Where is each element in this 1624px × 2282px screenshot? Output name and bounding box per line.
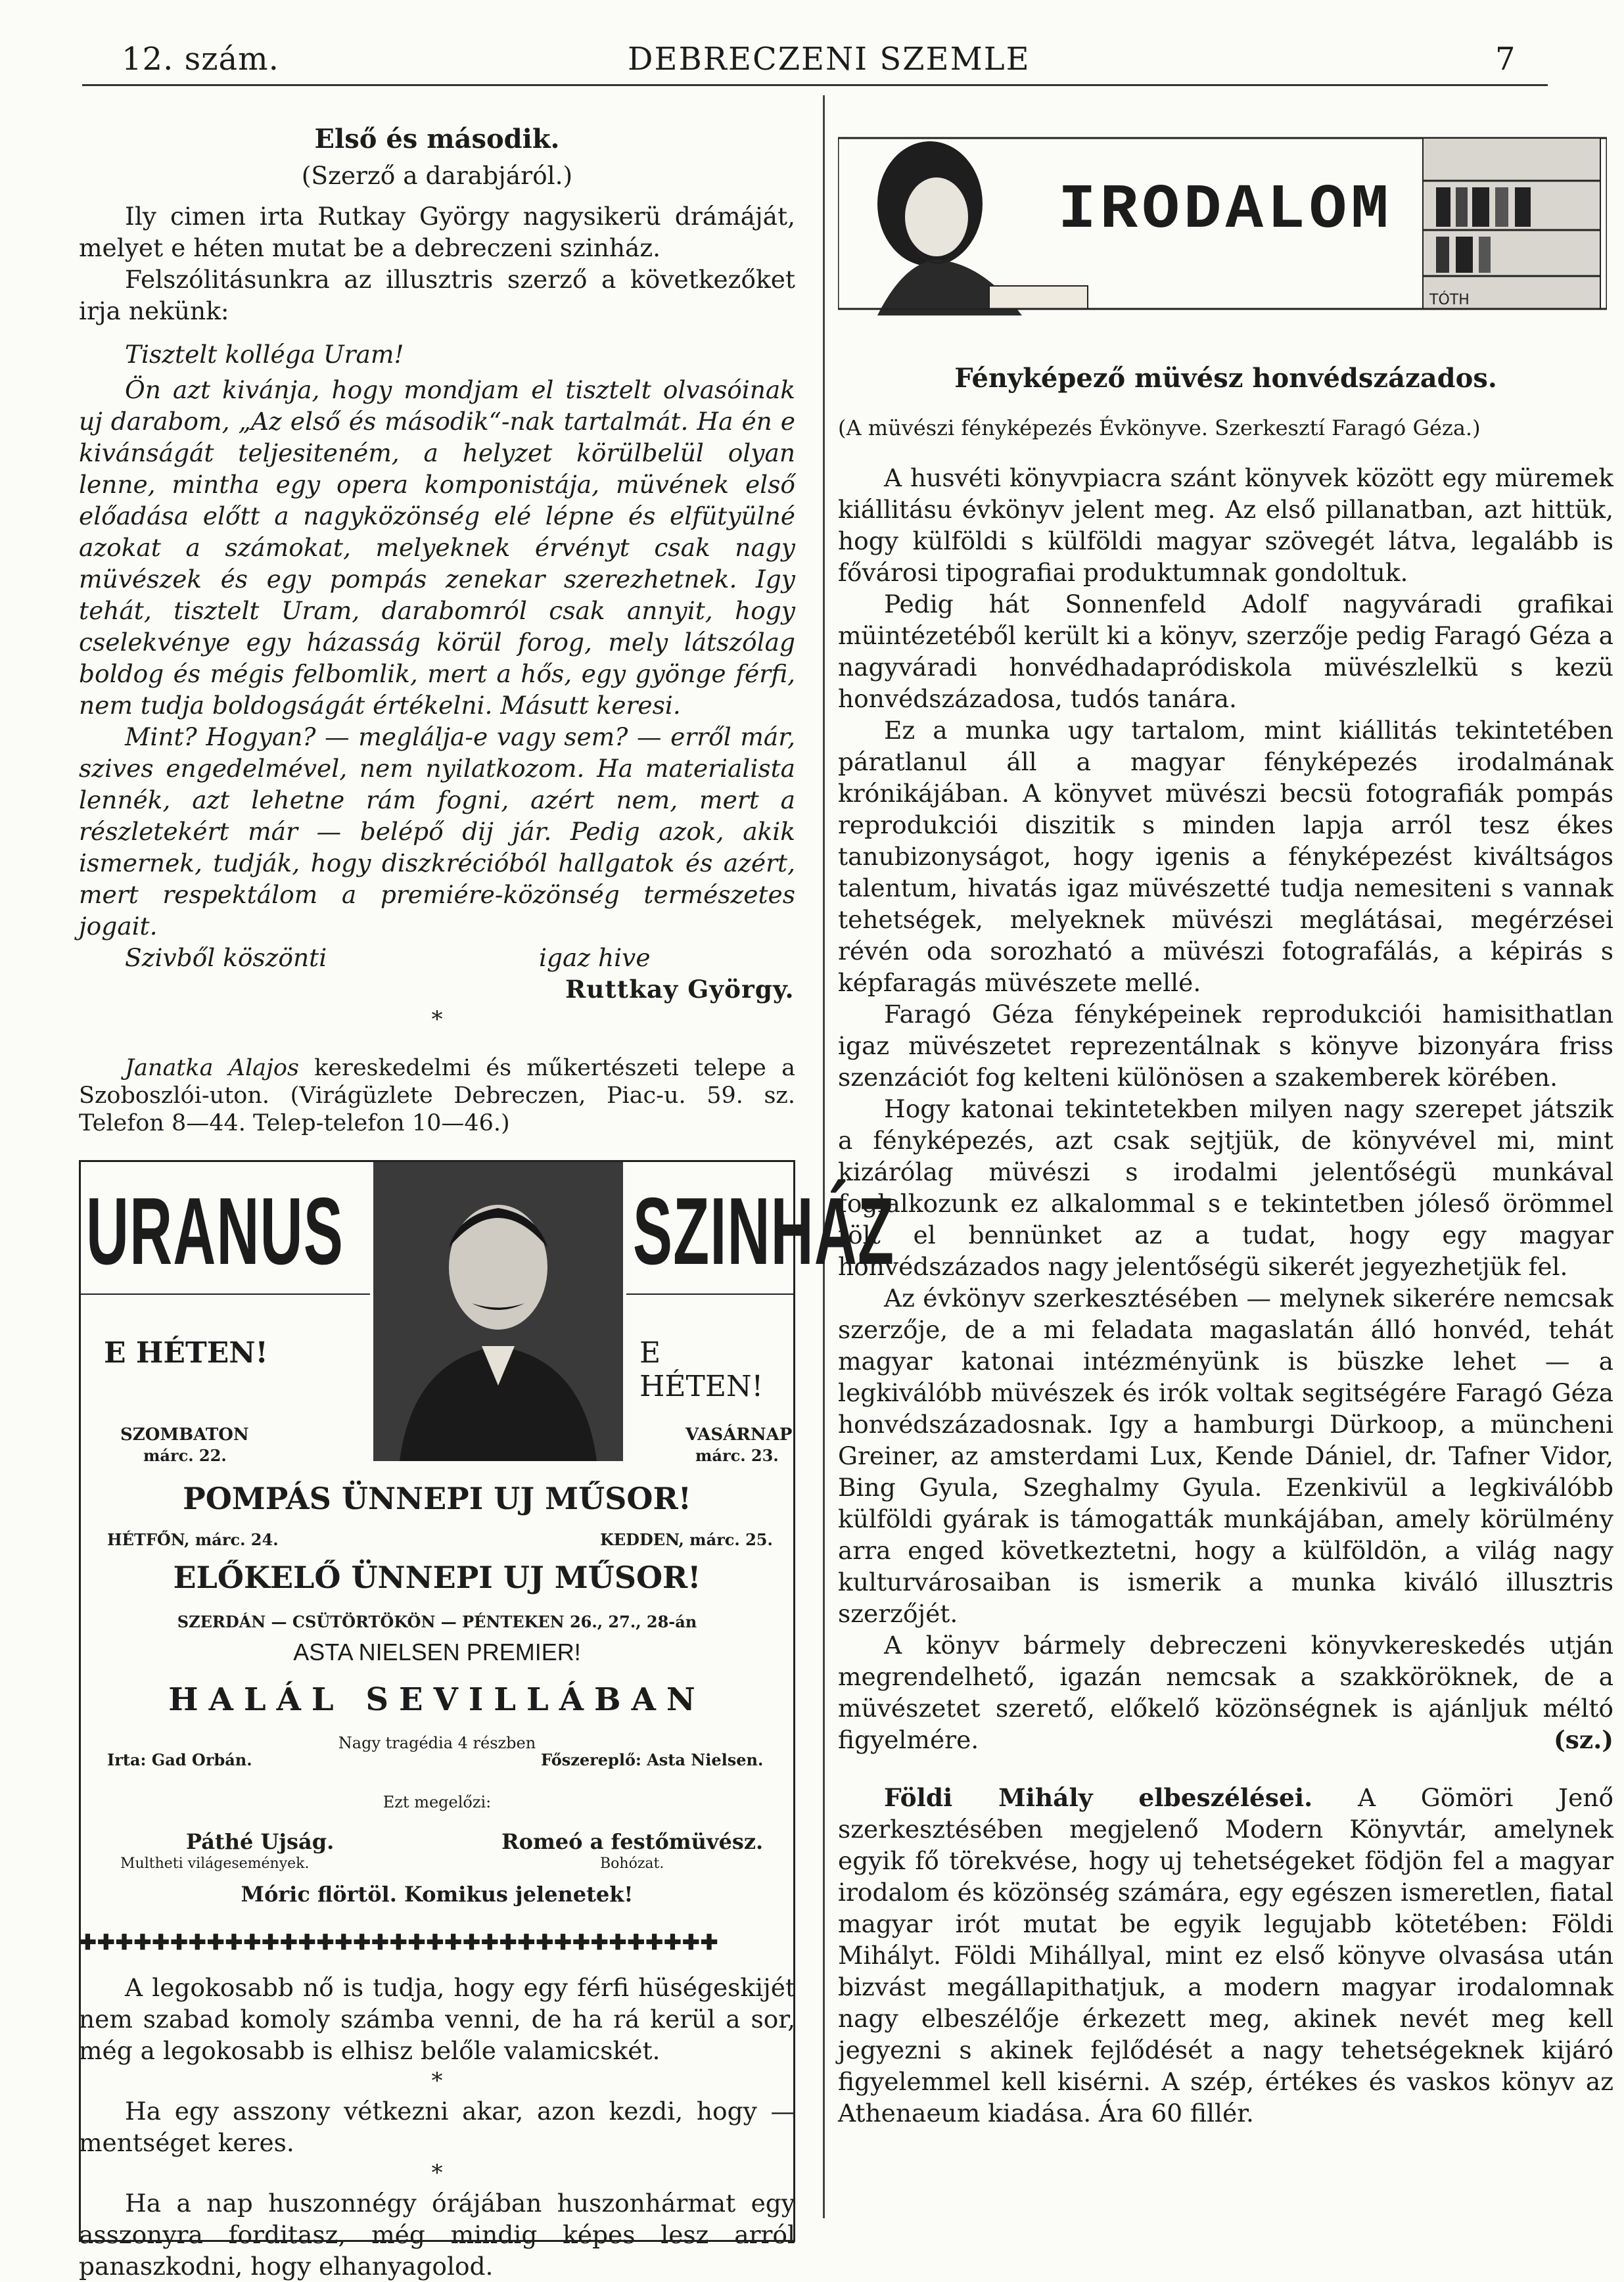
review-2-title: Földi Mihály elbeszélései. [884,1783,1313,1812]
plus-divider: ✚✚✚✚✚✚✚✚✚✚✚✚✚✚✚✚✚✚✚✚✚✚✚✚✚✚✚✚✚✚✚✚✚✚✚ [79,1930,719,1955]
column-rule [823,95,825,2218]
ad-item-2-sub: Bohózat. [600,1855,664,1872]
header-rule [82,84,1548,86]
letter-closing [79,942,795,1005]
ad-lead-actress: Főszereplő: Asta Nielsen. [541,1750,764,1769]
review-1-subtitle: (A müvészi fényképezés Évkönyve. Szerkesztí Faragó Géza.) [838,415,1481,440]
notice-name: Janatka Alajos [125,1055,299,1081]
ad-item-1: Páthé Ujság. [186,1829,335,1854]
ad-days: SZERDÁN — CSÜTÖRTÖKÖN — PÉNTEKEN 26., 27., 28-án [177,1612,697,1631]
letter-paragraph-1: Ön azt kivánja, hogy mondjam el tisztelt olvasóinak uj darabom, „Az első és második“-nak tartalmát. Ha én e kivánságát teljesiteném, a helyzet körülbelül olyan lenne, mintha egy opera komponistája, müvének első előadása előtt a nagyközönség elé lépne és elfütyülné azokat a számokat, melyeknek érvényt csak nagy müvészek és egy pompás zenekar szerezhetnek. Igy tehát, tisztelt Uram, darabomról csak annyit, hogy cselekvénye egy házasság körül forog, mely látszólag boldog és mégis felbomlik, mert a hős, egy gyönge férfi, nem tudja boldogságát értékelni. Másutt keresi. [79,375,795,720]
aphorism-2: Ha egy asszony vétkezni akar, azon kezdi, hogy — mentséget keres. [79,2097,795,2157]
letter-salutation: Tisztelt kolléga Uram! [125,340,404,369]
article-intro-2: Felszólitásunkra az illusztris szerző a következőket irja nekünk: [79,265,795,325]
ad-monday: HÉTFŐN, márc. 24. [107,1530,279,1549]
review-2 [838,1782,1613,2129]
review-1-title: Fényképező müvész honvédszázados. [954,363,1497,394]
ad-film-subtitle: Nagy tragédia 4 részben [338,1734,536,1752]
right-column [838,112,1613,2129]
ad-day-sunday: VASÁRNAP [685,1425,793,1445]
ad-date-sunday: márc. 23. [695,1446,779,1465]
ad-uranus: URANUS [86,1178,344,1284]
review-1-p7: A könyv bármely debreczeni könyvkereskedés utján megrendelhető, igazán nemcsak a szakköröknek, de a müvészetet szerető, előkelő közönségnek is ajánljuk méltó figyelmére. [838,1631,1613,1754]
masthead: DEBRECZENI SZEMLE [628,41,1031,78]
review-1-p1: A husvéti könyvpiacra szánt könyvek között egy müremek kiállitásu évkönyv jelent meg. Az első pillanatban, azt hittük, hogy külföldi s külföldi magyar szövegét látva, legalább is fővárosi tipografiai produktumnak gondoltuk. [838,463,1613,587]
ad-day-saturday: SZOMBATON [120,1425,249,1445]
ad-item-3: Móric flörtöl. Komikus jelenetek! [241,1882,634,1907]
portrait-image [373,1162,623,1461]
review-1-p4: Faragó Géza fényképeinek reprodukciói hamisithatlan igaz müvészetet reprezentálnak s könyve bizonyára friss szenzációt fog kelteni különösen a szakemberek körében. [838,1000,1613,1092]
review-2-text: A Gömöri Jenő szerkesztésében megjelenő Modern Könyvtár, amelynek egyik fő törekvése, hogy uj tehetségeket födjön fel a magyar irodalom és közönség számára, egy egészen ismeretlen, fiatal magyar irót mutat be egyik legujabb kötetében: Földi Mihályt. Földi Mihállyal, mint ez első könyve olvasása után bizvást megállapithatjuk, a modern magyar irodalomnak nagy elbeszélője érkezett meg, akinek nevét meg kell jegyezni s akinek fejlődését a nagy tehetségeknek kijáró figyelemmel kell kisérni. A szép, értékes és vaskos könyv az Athenaeum kiadása. Ára 60 fillér. [838,1783,1614,2128]
ad-film-title: HALÁL SEVILLÁBAN [168,1681,706,1718]
ad-this-week-right: E HÉTEN! [639,1336,764,1403]
irodalom-banner [838,118,1607,335]
ad-program-2: ELŐKELŐ ÜNNEPI UJ MŰSOR! [173,1560,701,1595]
separator-star-2: * [431,2068,443,2094]
aphorism-3: Ha a nap huszonnégy órájában huszonhármat egy asszonyra forditasz, még mindig képes lesz arról panaszkodni, hogy elhanyagolod. [79,2189,795,2281]
article-subtitle: (Szerző a darabjáról.) [301,161,573,190]
author-signature: Ruttkay György. [565,975,795,1004]
ad-tuesday: KEDDEN, márc. 25. [600,1530,773,1549]
review-1-p2: Pedig hát Sonnenfeld Adolf nagyváradi grafikai müintézetéből került ki a könyv, szerzője pedig Faragó Géza a nagyváradi honvédhadapródiskola müvészlelkü s kezü honvédszázadosa, tudós tanára. [838,590,1613,713]
ad-szinhaz: SZINHÁZ [633,1178,895,1284]
page-header [82,34,1535,80]
left-column [79,112,895,2282]
page-number: 7 [1495,41,1516,78]
letter-paragraph-2: Mint? Hogyan? — meglálja-e vagy sem? — erről már, szives engedelmével, nem nyilatkozom. Ha materialista lennék, azt lehetne rám fogni, azért nem, mert a részletekért már — belépő dij jár. Pedig azok, akik ismernek, tudják, hogy diszkrécióból hallgatok és azért, mert respektálom a premiére-közönség természetes jogait. [79,722,795,941]
notice-text: kereskedelmi és műkertészeti telepe a Szoboszlói-uton. (Virágüzlete Debreczen, Piac-u. 59. sz. Telefon 8—44. Telep-telefon 10—46.) [79,1055,795,1136]
ad-program-1: POMPÁS ÜNNEPI UJ MŰSOR! [183,1481,691,1516]
uranus-theatre-ad [79,1160,895,2242]
aphorism-1: A legokosabb nő is tudja, hogy egy férfi hüségeskijét nem szabad komoly számba venni, de ha rá kerül a sor, még a legokosabb is elhisz belőle valamicskét. [79,1973,795,2065]
ad-item-1-sub: Multheti világesemények. [120,1855,310,1872]
actor-portrait [373,1162,623,1461]
ad-item-2: Romeó a festőmüvész. [501,1829,764,1854]
review-1-sign: (sz.) [1554,1725,1613,1754]
ad-date-saturday: márc. 22. [143,1446,227,1465]
ad-this-week-left: E HÉTEN! [104,1336,268,1370]
review-1-p5: Hogy katonai tekintetekben milyen nagy szerepet játszik a fényképezés, azt csak sejtjük, de könyvével mi, mint kizárólag müvészi s irodalmi jelentőségü munkával foglalkozunk ez alkalommal s e tekintetben jóleső örömmel tölt el bennünket az a tudat, hogy egy magyar honvédszázados nagy jelentőségü sikerét jegyezhetjük fel. [838,1094,1613,1281]
separator-star-3: * [431,2160,443,2186]
review-1-p3: Ez a munka ugy tartalom, mint kiállitás tekintetében páratlanul áll a magyar fényképezés irodalmának krónikájában. A könyvet müvészi becsü fotografiák pompás reprodukciói diszitik s minden lapja arról tesz ékes tanubizonyságot, hogy igenis a fényképezést kiváltságos talentum, hivatás igaz müvészetté tudja nemesiteni s vannak tehetségek, melyeknek müvészi meglátásai, megérzései révén oda sorozható a müvészi fotografálás, a képirás s képfaragás müvészete mellé. [838,716,1613,997]
closing-faithful: igaz hive [539,943,651,972]
banner-signature: TÓTH [1429,292,1470,308]
janatka-notice [79,1054,795,1137]
irodalom-title: IRODALOM [1058,174,1393,246]
article-intro-1: Ily cimen irta Rutkay György nagysikerü drámáját, melyet e héten mutat be a debreczeni szinház. [79,202,795,262]
ad-preceded: Ezt megelőzi: [383,1793,492,1811]
issue-number: 12. szám. [122,41,279,78]
separator-star: * [431,1006,443,1033]
review-1-p6: Az évkönyv szerkesztésében — melynek sikerére nemcsak szerzője, de a mi feladata magaslatán álló honvéd, tehát magyar katonai intézményünk is büszke lehet — a legkiválóbb müvészek és irók voltak segitségére Faragó Géza honvédszázadosnak. Igy a hamburgi Dürkoop, a müncheni Greiner, az amsterdami Lux, Kende Dániel, dr. Tafner Vidor, Bing Gyula, Szeghalmy Gyula. Ezenkivül a legkiválóbb külföldi gyárak is támogatták munkájában, amely körülmény arra enged következtetni, hogy a külföldön, a világ nagy kulturvárosaiban is ismerik a munka kiváló illusztris szerzőjét. [838,1284,1613,1628]
ad-author: Irta: Gad Orbán. [107,1750,252,1769]
article-title: Első és második. [314,124,560,154]
ad-premier: ASTA NIELSEN PREMIER! [293,1639,581,1665]
closing-greeting: Szivből köszönti [125,943,327,972]
